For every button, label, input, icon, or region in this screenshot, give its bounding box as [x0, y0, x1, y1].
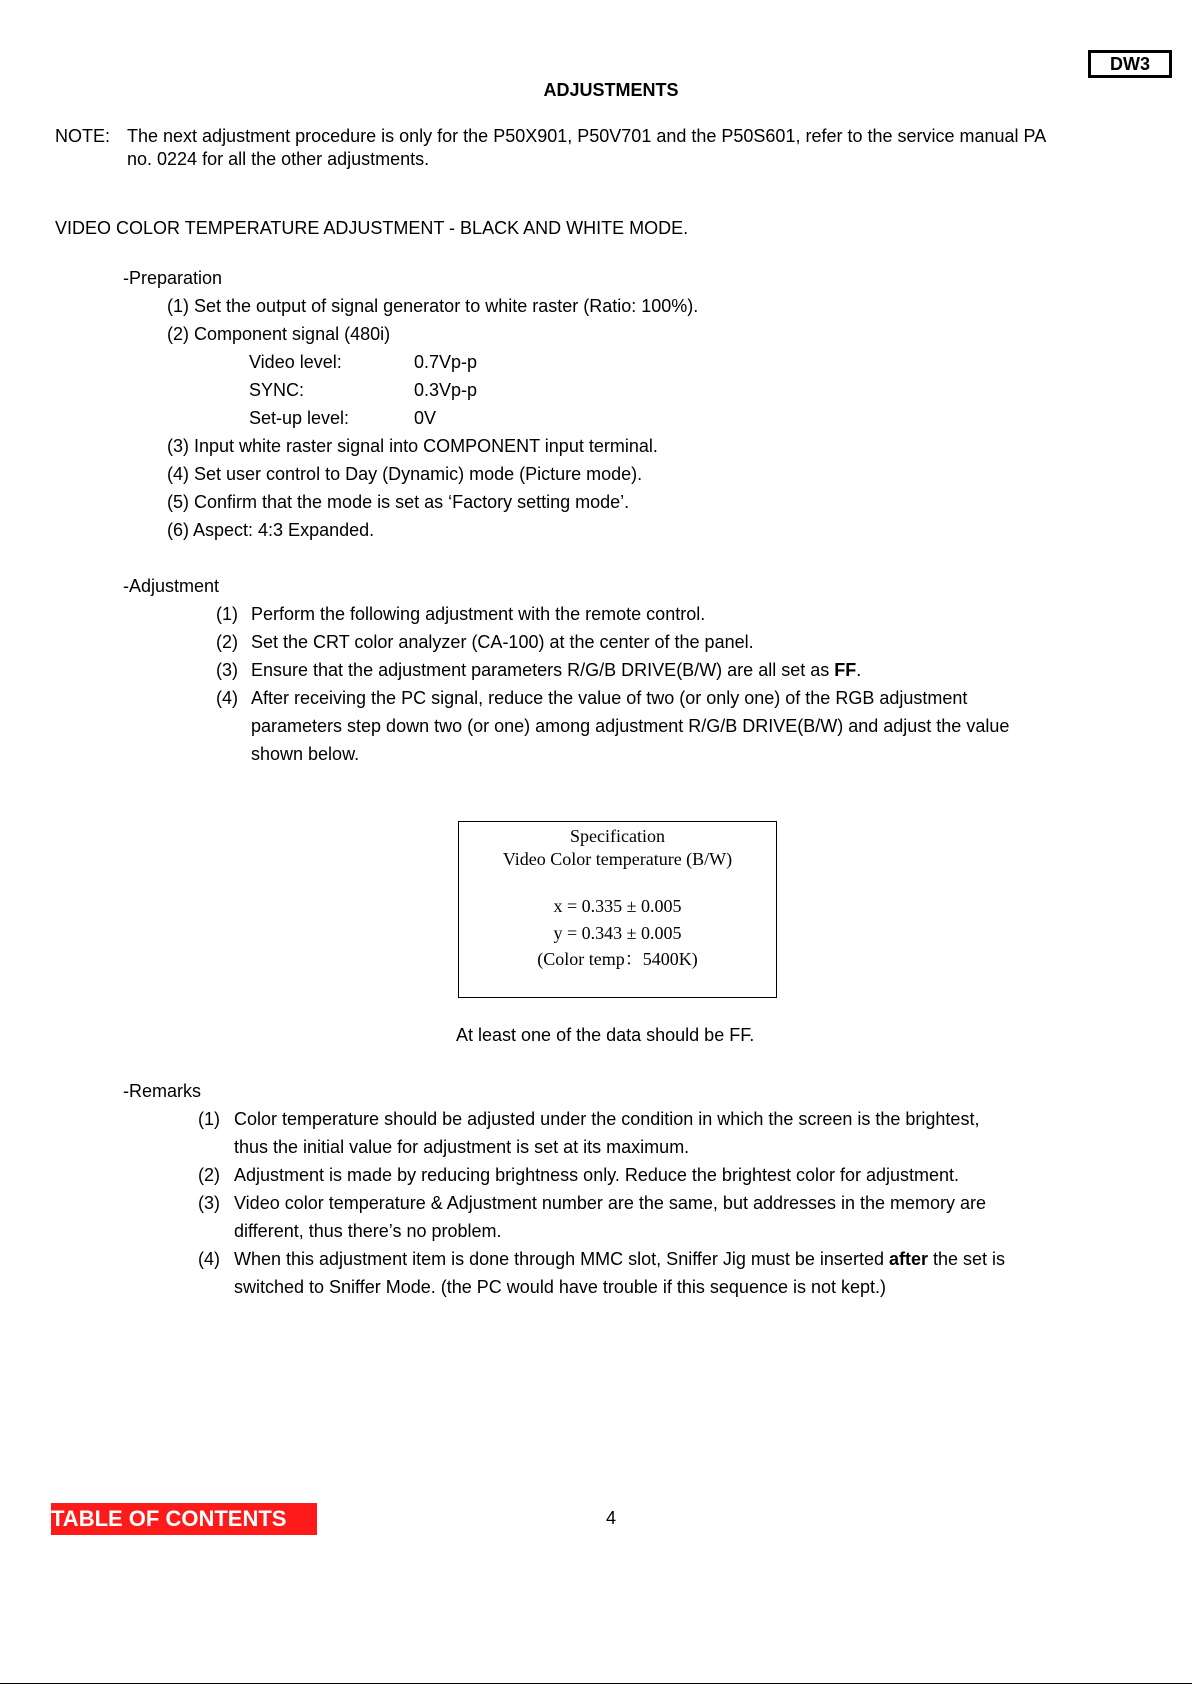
- adjustment-item-text: Perform the following adjustment with the remote control.: [251, 604, 706, 624]
- specification-y-value: y = 0.343 ± 0.005: [553, 923, 682, 943]
- table-of-contents-label: TABLE OF CONTENTS: [51, 1506, 287, 1531]
- specification-subtitle: Video Color temperature (B/W): [502, 849, 733, 869]
- adjustment-item-number: (1): [216, 604, 238, 624]
- remark-text-part: When this adjustment item is done through MMC slot, Sniffer Jig must be inserted: [234, 1249, 889, 1269]
- remark-number: (1): [198, 1109, 220, 1129]
- remark-text: [234, 1248, 1005, 1270]
- remark-number: (2): [198, 1165, 220, 1185]
- adjustment-heading: -Adjustment: [123, 576, 220, 596]
- section-title: VIDEO COLOR TEMPERATURE ADJUSTMENT - BLACK AND WHITE MODE.: [55, 218, 689, 238]
- adjustment-item-number: (4): [216, 688, 238, 708]
- remark-text: Color temperature should be adjusted under the condition in which the screen is the brightest,: [234, 1109, 980, 1129]
- remark-text: different, thus there’s no problem.: [234, 1221, 502, 1241]
- adjustment-item-text: shown below.: [251, 744, 360, 764]
- preparation-step-3: (3) Input white raster signal into COMPONENT input terminal.: [167, 436, 658, 456]
- param-value: 0.7Vp-p: [414, 352, 478, 372]
- remark-text-part: the set is: [927, 1249, 1006, 1269]
- adjustment-item-bold-value: FF: [834, 660, 857, 680]
- page-title: ADJUSTMENTS: [543, 80, 679, 100]
- remark-text: switched to Sniffer Mode. (the PC would have trouble if this sequence is not kept.): [234, 1277, 887, 1297]
- param-value: 0.3Vp-p: [414, 380, 478, 400]
- preparation-step-2: (2) Component signal (480i): [167, 324, 391, 344]
- preparation-step-5: (5) Confirm that the mode is set as ‘Factory setting mode’.: [167, 492, 630, 512]
- specification-x-value: x = 0.335 ± 0.005: [553, 896, 682, 916]
- remark-text: Video color temperature & Adjustment number are the same, but addresses in the memory are: [234, 1193, 987, 1213]
- note-line-2: no. 0224 for all the other adjustments.: [127, 149, 430, 169]
- table-of-contents-link[interactable]: [51, 1503, 317, 1535]
- specification-box: [458, 821, 777, 998]
- preparation-step-4: (4) Set user control to Day (Dynamic) mode (Picture mode).: [167, 464, 643, 484]
- specification-title: Specification: [570, 826, 665, 846]
- adjustment-item-text: After receiving the PC signal, reduce the value of two (or only one) of the RGB adjustment: [251, 688, 968, 708]
- adjustment-item-text-part: .: [856, 660, 862, 680]
- remark-bold-word: after: [888, 1249, 928, 1269]
- bottom-divider: [0, 1683, 1192, 1684]
- note-label: NOTE:: [55, 126, 111, 146]
- adjustment-item-text: [251, 659, 861, 681]
- adjustment-item-number: (2): [216, 632, 238, 652]
- param-label: Set-up level:: [249, 408, 350, 428]
- remark-number: (4): [198, 1249, 220, 1269]
- specification-color-temp: (Color temp：5400K): [537, 949, 698, 969]
- adjustment-item-number: (3): [216, 660, 238, 680]
- param-label: SYNC:: [249, 380, 305, 400]
- param-label: Video level:: [249, 352, 342, 372]
- preparation-heading: -Preparation: [123, 268, 223, 288]
- param-value: 0V: [414, 408, 437, 428]
- adjustment-item-text: parameters step down two (or one) among adjustment R/G/B DRIVE(B/W) and adjust the value: [251, 716, 1010, 736]
- preparation-step-1: (1) Set the output of signal generator to white raster (Ratio: 100%).: [167, 296, 699, 316]
- adjustment-item-text-part: Ensure that the adjustment parameters R/G/B DRIVE(B/W) are all set as: [251, 660, 835, 680]
- remark-number: (3): [198, 1193, 220, 1213]
- adjustment-item-text: Set the CRT color analyzer (CA-100) at the center of the panel.: [251, 632, 754, 652]
- specification-note: At least one of the data should be FF.: [456, 1025, 755, 1045]
- remark-text: thus the initial value for adjustment is set at its maximum.: [234, 1137, 690, 1157]
- note-line-1: The next adjustment procedure is only for the P50X901, P50V701 and the P50S601, refer to the service manual PA: [127, 126, 1047, 146]
- remark-text: Adjustment is made by reducing brightness only. Reduce the brightest color for adjustment.: [234, 1165, 960, 1185]
- remarks-heading: -Remarks: [123, 1081, 202, 1101]
- page-number: 4: [606, 1508, 617, 1528]
- document-code-badge: DW3: [1088, 50, 1172, 78]
- preparation-step-6: (6) Aspect: 4:3 Expanded.: [167, 520, 375, 540]
